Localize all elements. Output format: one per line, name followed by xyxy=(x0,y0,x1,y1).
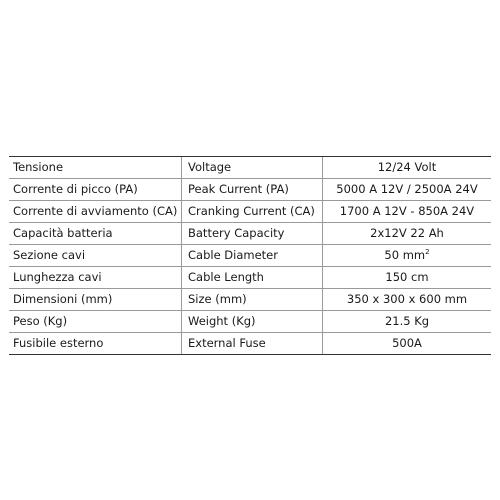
superscript-exponent: 2 xyxy=(425,248,430,257)
table-row xyxy=(9,223,491,245)
spec-value: 5000 A 12V / 2500A 24V xyxy=(323,179,492,201)
spec-value: 1700 A 12V - 850A 24V xyxy=(323,201,492,223)
table-row xyxy=(9,311,491,333)
table-row xyxy=(9,333,491,355)
english-label: Cranking Current (CA) xyxy=(182,201,323,223)
spec-value: 2x12V 22 Ah xyxy=(323,223,492,245)
spec-value: 21.5 Kg xyxy=(323,311,492,333)
english-label: Cable Diameter xyxy=(182,245,323,267)
table-row xyxy=(9,245,491,267)
table-row xyxy=(9,267,491,289)
spec-value: 150 cm xyxy=(323,267,492,289)
english-label: External Fuse xyxy=(182,333,323,355)
english-label: Weight (Kg) xyxy=(182,311,323,333)
spec-value: 12/24 Volt xyxy=(323,157,492,179)
italian-label: Peso (Kg) xyxy=(9,311,182,333)
italian-label: Corrente di picco (PA) xyxy=(9,179,182,201)
italian-label: Sezione cavi xyxy=(9,245,182,267)
english-label: Voltage xyxy=(182,157,323,179)
spec-value-text: 50 mm xyxy=(384,248,426,262)
spec-value: 350 x 300 x 600 mm xyxy=(323,289,492,311)
italian-label: Dimensioni (mm) xyxy=(9,289,182,311)
spec-table xyxy=(9,156,491,355)
italian-label: Fusibile esterno xyxy=(9,333,182,355)
english-label: Peak Current (PA) xyxy=(182,179,323,201)
table-row xyxy=(9,157,491,179)
italian-label: Corrente di avviamento (CA) xyxy=(9,201,182,223)
spec-value xyxy=(323,245,492,267)
italian-label: Tensione xyxy=(9,157,182,179)
spec-value: 500A xyxy=(323,333,492,355)
english-label: Battery Capacity xyxy=(182,223,323,245)
table-row xyxy=(9,201,491,223)
english-label: Cable Length xyxy=(182,267,323,289)
english-label: Size (mm) xyxy=(182,289,323,311)
table-row xyxy=(9,289,491,311)
table-row xyxy=(9,179,491,201)
italian-label: Lunghezza cavi xyxy=(9,267,182,289)
italian-label: Capacità batteria xyxy=(9,223,182,245)
